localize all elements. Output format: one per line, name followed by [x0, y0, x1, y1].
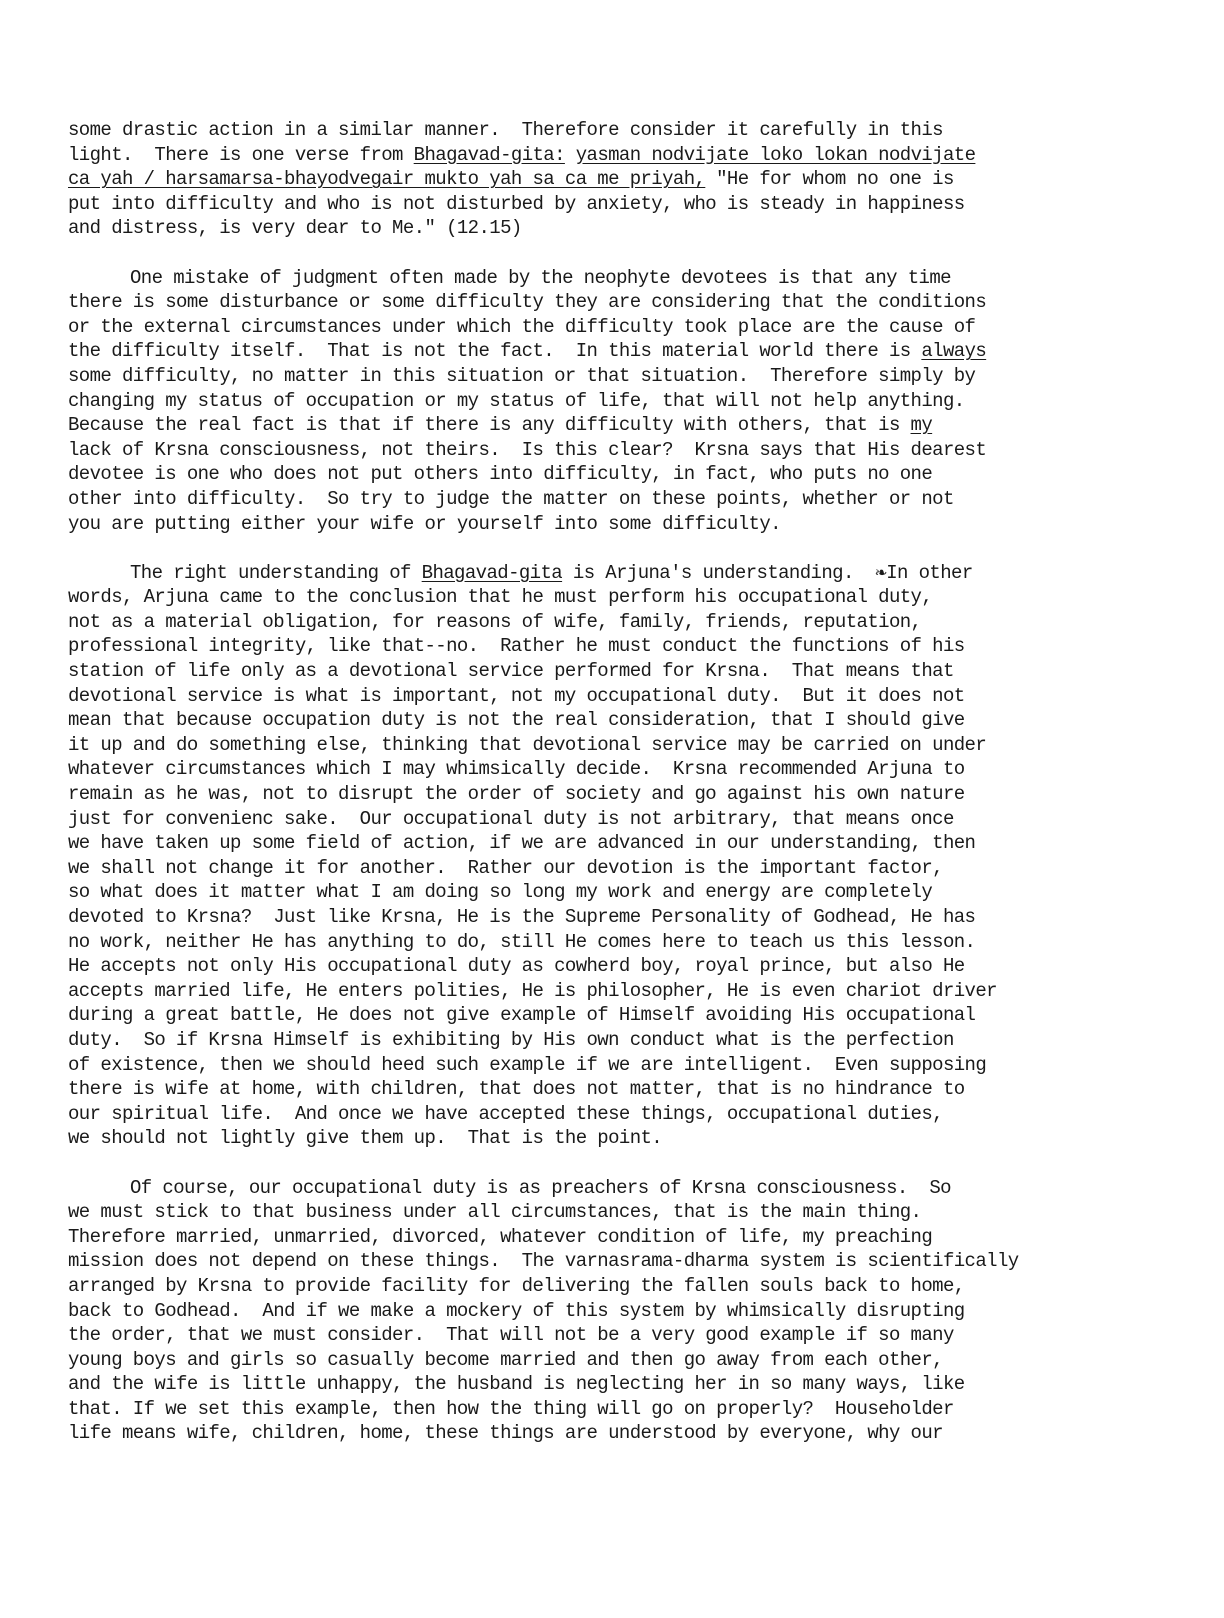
text-segment: we have taken up some field of action, if we are advanced in our understanding, then [68, 832, 976, 855]
paragraph-p2 [68, 266, 1164, 537]
text-line [68, 1053, 1164, 1078]
text-segment: Of course, our occupational duty is as preachers of Krsna consciousness. So [130, 1176, 951, 1199]
paragraph-gap [68, 1151, 1164, 1176]
text-segment: lack of Krsna consciousness, not theirs. Is this clear? Krsna says that His dearest [68, 438, 987, 461]
text-line [68, 192, 1164, 217]
text-line [68, 1028, 1164, 1053]
text-line [68, 979, 1164, 1004]
text-segment: we should not lightly give them up. That is the point. [68, 1127, 663, 1150]
text-segment: the difficulty itself. That is not the fact. In this material world there is [68, 340, 922, 363]
text-line [68, 782, 1164, 807]
text-segment: young boys and girls so casually become married and then go away from each other, [68, 1348, 943, 1371]
text-line [68, 364, 1164, 389]
text-segment: our spiritual life. And once we have accepted these things, occupational duties, [68, 1102, 943, 1125]
text-segment: that. If we set this example, then how the thing will go on properly? Householder [68, 1397, 954, 1420]
text-segment: back to Godhead. And if we make a mockery of this system by whimsically disrupting [68, 1299, 965, 1322]
text-segment: The right understanding of [130, 561, 422, 584]
text-segment: devoted to Krsna? Just like Krsna, He is the Supreme Personality of Godhead, He has [68, 906, 976, 928]
text-line [68, 290, 1164, 315]
text-segment: some drastic action in a similar manner. Therefore consider it carefully in this [68, 119, 943, 141]
text-segment: you are putting either your wife or yourself into some difficulty. [68, 512, 781, 535]
text-line [68, 659, 1164, 684]
text-segment: put into difficulty and who is not disturbed by anxiety, who is steady in happiness [68, 192, 965, 215]
text-segment: the order, that we must consider. That will not be a very good example if so many [68, 1324, 954, 1347]
text-line [68, 1126, 1164, 1151]
text-line [68, 1348, 1164, 1373]
text-segment: other into difficulty. So try to judge the matter on these points, whether or not [68, 487, 954, 510]
text-segment: Therefore married, unmarried, divorced, whatever condition of life, my preaching [68, 1225, 933, 1248]
text-line [68, 413, 1164, 438]
text-segment: He accepts not only His occupational duty as cowherd boy, royal prince, but also He [68, 955, 965, 978]
text-segment: changing my status of occupation or my status of life, that will not help anything. [68, 389, 965, 412]
text-line [68, 1102, 1164, 1127]
underlined-text: my [910, 414, 933, 437]
text-segment: devotional service is what is important, not my occupational duty. But it does not [68, 684, 965, 707]
text-line [68, 954, 1164, 979]
text-segment: In other [886, 561, 973, 584]
text-line [68, 684, 1164, 709]
text-line [68, 634, 1164, 659]
text-segment: just for convenienc sake. Our occupational duty is not arbitrary, that means once [68, 807, 954, 830]
text-segment: and the wife is little unhappy, the husband is neglecting her in so many ways, like [68, 1373, 965, 1396]
text-segment: station of life only as a devotional service performed for Krsna. That means that [68, 660, 954, 683]
text-line [68, 1421, 1164, 1446]
text-line [68, 1176, 1164, 1201]
text-line [68, 438, 1164, 463]
paragraph-p4 [68, 1176, 1164, 1447]
text-segment: so what does it matter what I am doing so long my work and energy are completely [68, 881, 933, 904]
text-segment: not as a material obligation, for reasons of wife, family, friends, reputation, [68, 610, 922, 633]
text-segment: words, Arjuna came to the conclusion that he must perform his occupational duty, [68, 586, 933, 609]
text-line [68, 315, 1164, 340]
underlined-text: Bhagavad-gita [421, 561, 563, 584]
text-segment: remain as he was, not to disrupt the order of society and go against his own nature [68, 783, 965, 806]
text-line [68, 831, 1164, 856]
text-line [68, 561, 1164, 586]
text-segment: we shall not change it for another. Rather our devotion is the important factor, [68, 856, 943, 879]
document-body [68, 118, 1164, 1446]
underlined-text: Bhagavad-gita: [413, 143, 565, 166]
text-segment: arranged by Krsna to provide facility for delivering the fallen souls back to home, [68, 1274, 965, 1297]
underlined-text: yasman nodvijate loko lokan nodvijate [575, 143, 976, 166]
text-line [68, 1397, 1164, 1422]
text-segment: no work, neither He has anything to do, still He comes here to teach us this lesson. [68, 930, 976, 953]
text-segment: of existence, then we should heed such example if we are intelligent. Even supposing [68, 1053, 987, 1076]
text-segment: whatever circumstances which I may whimsically decide. Krsna recommended Arjuna to [68, 758, 965, 781]
text-line [68, 1299, 1164, 1324]
text-segment: duty. So if Krsna Himself is exhibiting by His own conduct what is the perfection [68, 1028, 954, 1051]
text-segment: "He for whom no one is [705, 168, 954, 191]
text-segment: accepts married life, He enters polities, He is philosopher, He is even chariot driver [68, 979, 997, 1002]
text-segment: light. There is one verse from [68, 143, 414, 166]
text-line [68, 1225, 1164, 1250]
text-line [68, 880, 1164, 905]
underlined-text: always [921, 340, 987, 363]
text-line [68, 856, 1164, 881]
text-segment: there is wife at home, with children, that does not matter, that is no hindrance to [68, 1078, 965, 1101]
text-line [68, 216, 1164, 241]
paragraph-gap [68, 241, 1164, 266]
text-segment: there is some disturbance or some difficulty they are considering that the conditions [68, 291, 987, 314]
text-line [68, 757, 1164, 782]
text-line [68, 487, 1164, 512]
text-segment: or the external circumstances under which the difficulty took place are the cause of [68, 315, 976, 338]
paragraph-p3 [68, 561, 1164, 1151]
text-line [68, 1003, 1164, 1028]
text-line [68, 905, 1164, 930]
text-segment: it up and do something else, thinking that devotional service may be carried on under [68, 733, 987, 756]
text-segment: some difficulty, no matter in this situation or that situation. Therefore simply by [68, 364, 976, 387]
text-line [68, 610, 1164, 635]
text-line [68, 585, 1164, 610]
text-line [68, 930, 1164, 955]
text-line [68, 1274, 1164, 1299]
text-line [68, 462, 1164, 487]
text-line [68, 708, 1164, 733]
text-line [68, 266, 1164, 291]
text-line [68, 339, 1164, 364]
text-segment: professional integrity, like that--no. Rather he must conduct the functions of his [68, 635, 965, 658]
text-segment: Because the real fact is that if there is any difficulty with others, that is [68, 414, 911, 437]
text-line [68, 1077, 1164, 1102]
text-segment [565, 144, 576, 166]
text-segment: we must stick to that business under all circumstances, that is the main thing. [68, 1201, 922, 1224]
text-segment: mission does not depend on these things. The varnasrama-dharma system is scientifically [68, 1250, 1019, 1273]
paragraph-gap [68, 536, 1164, 561]
text-line [68, 1200, 1164, 1225]
text-segment: during a great battle, He does not give example of Himself avoiding His occupational [68, 1004, 976, 1027]
text-line [68, 167, 1164, 192]
text-line [68, 1323, 1164, 1348]
text-line [68, 733, 1164, 758]
text-segment: life means wife, children, home, these things are understood by everyone, why our [68, 1422, 943, 1445]
text-line [68, 389, 1164, 414]
text-segment: and distress, is very dear to Me." (12.15) [68, 217, 522, 240]
text-segment: mean that because occupation duty is not the real consideration, that I should give [68, 709, 965, 732]
text-line [68, 1249, 1164, 1274]
margin-mark-icon: ❧ [875, 561, 887, 584]
underlined-text: ca yah / harsamarsa-bhayodvegair mukto yah sa ca me priyah, [68, 168, 706, 191]
paragraph-p1 [68, 118, 1164, 241]
text-line [68, 118, 1164, 143]
text-line [68, 1372, 1164, 1397]
text-line [68, 512, 1164, 537]
text-segment: is Arjuna's understanding. [562, 561, 876, 584]
text-line [68, 807, 1164, 832]
text-segment: One mistake of judgment often made by the neophyte devotees is that any time [130, 266, 951, 289]
text-line [68, 143, 1164, 168]
text-segment: devotee is one who does not put others into difficulty, in fact, who puts no one [68, 463, 933, 486]
